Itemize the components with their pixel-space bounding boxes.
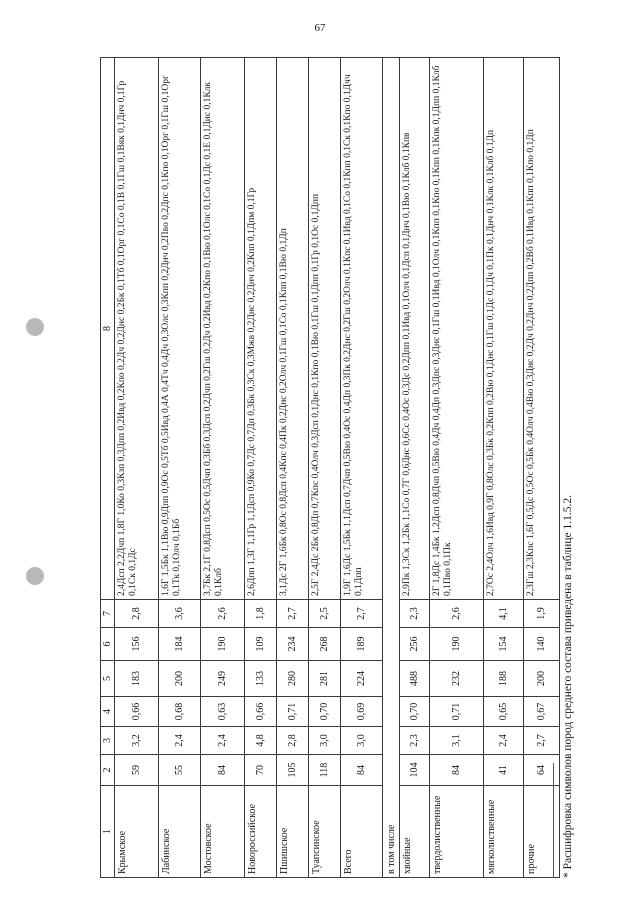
row-name: Пшишское bbox=[277, 786, 309, 878]
cell-c2: 104 bbox=[400, 755, 430, 786]
cell-c6: 190 bbox=[201, 628, 245, 661]
cell-c5: 133 bbox=[245, 661, 277, 697]
cell-c5: 232 bbox=[430, 661, 484, 697]
cell-c6: 189 bbox=[341, 628, 383, 661]
cell-c2: 41 bbox=[484, 755, 524, 786]
cell-c7: 2,8 bbox=[115, 600, 159, 628]
cell-composition: 2,3Гш 2,3Кпс 1,6Г 0,5Дс 0,5Ос 0,5Бк 0,4Олч 0,4Вю 0,3Днс 0,2Дч 0,2Днч 0,2Дпп 0,2Вб 0,1Ивд 0,1Кпп 0,1Кпо 0,1Дп bbox=[524, 58, 560, 600]
subheader-row bbox=[383, 58, 400, 878]
footnote-rule bbox=[553, 763, 554, 878]
cell-c3: 2,8 bbox=[277, 727, 309, 755]
cell-c4: 0,66 bbox=[245, 697, 277, 727]
punch-hole-top bbox=[26, 318, 44, 336]
col-header: 8 bbox=[101, 58, 115, 600]
page-number: 67 bbox=[314, 22, 326, 34]
cell-c3: 4,8 bbox=[245, 727, 277, 755]
cell-c3: 3,2 bbox=[115, 727, 159, 755]
cell-c6: 184 bbox=[159, 628, 201, 661]
cell-c7: 2,6 bbox=[430, 600, 484, 628]
cell-c7: 2,6 bbox=[201, 600, 245, 628]
row-name: Новороссийское bbox=[245, 786, 277, 878]
cell-c2: 118 bbox=[309, 755, 341, 786]
cell-c7: 1,9 bbox=[524, 600, 560, 628]
cell-c7: 1,8 bbox=[245, 600, 277, 628]
col-header: 7 bbox=[101, 600, 115, 628]
cell-c5: 281 bbox=[309, 661, 341, 697]
cell-c2: 84 bbox=[430, 755, 484, 786]
cell-c4: 0,70 bbox=[400, 697, 430, 727]
cell-c6: 234 bbox=[277, 628, 309, 661]
cell-c3: 2,7 bbox=[524, 727, 560, 755]
col-header: 6 bbox=[101, 628, 115, 661]
cell-c4: 0,70 bbox=[309, 697, 341, 727]
cell-c6: 256 bbox=[400, 628, 430, 661]
row-name: хвойные bbox=[400, 786, 430, 878]
col-header: 3 bbox=[101, 727, 115, 755]
cell-c7: 2,3 bbox=[400, 600, 430, 628]
cell-c4: 0,66 bbox=[115, 697, 159, 727]
cell-c5: 188 bbox=[484, 661, 524, 697]
cell-c4: 0,69 bbox=[341, 697, 383, 727]
table-row-total bbox=[341, 58, 383, 878]
cell-composition: 2,7Ос 2,4Олч 1,6Ивд 0,9Г 0,8Олс 0,3Бк 0,2Кпп 0,2Вю 0,1Днс 0,1Гш 0,1Дс 0,1Дч 0,1Пк 0,1Днч 0,1Клк 0,1Клб 0,1Дп bbox=[484, 58, 524, 600]
cell-composition: 2Г 1,8Дс 1,4Бк 1,2Дсп 0,8Дчп 0,5Вю 0,4Дч 0,4Дп 0,3Дпс 0,3Днс 0,1Гш 0,1Ивд 0,1Олч 0,1Кпп 0,1Кпо 0,1Кпп 0,1Кпк 0,1Дпп 0,1Клб 0,1Пво 0,1Пк bbox=[430, 58, 484, 600]
row-name: Всего bbox=[341, 786, 383, 878]
species-composition-table bbox=[100, 57, 560, 878]
cell-c6: 140 bbox=[524, 628, 560, 661]
header-row bbox=[101, 58, 115, 878]
table-row bbox=[400, 58, 430, 878]
cell-c3: 2,4 bbox=[159, 727, 201, 755]
footnote: * Расшифровка символов пород среднего состава приведена в таблице 1.1.5.2. bbox=[562, 495, 574, 878]
col-header: 2 bbox=[101, 755, 115, 786]
table-row bbox=[524, 58, 560, 878]
cell-c6: 156 bbox=[115, 628, 159, 661]
row-name: твердолиственные bbox=[430, 786, 484, 878]
cell-c7: 2,5 bbox=[309, 600, 341, 628]
cell-c5: 488 bbox=[400, 661, 430, 697]
cell-c2: 70 bbox=[245, 755, 277, 786]
cell-c2: 59 bbox=[115, 755, 159, 786]
punch-hole-bottom bbox=[26, 567, 44, 585]
table-row bbox=[245, 58, 277, 878]
cell-c4: 0,63 bbox=[201, 697, 245, 727]
cell-composition: 2,4Дсп 2,2Дчп 1,8Г 1,0Ко 0,3Кзп 0,3Дпп 0,2Ивд 0,2Кпо 0,2Дч 0,2Днс 0,2Бк 0,1Тб 0,1Орг 0,1Со 0,1В 0,1Гш 0,1Вяк 0,1Днч 0,1Гр 0,1Ск 0,1Дс bbox=[115, 58, 159, 600]
table-row bbox=[430, 58, 484, 878]
cell-c7: 2,7 bbox=[277, 600, 309, 628]
cell-c3: 3,0 bbox=[309, 727, 341, 755]
cell-composition: 2,6Дпп 1,3Г 1,1Гр 1,1Дсп 0,9Ко 0,7Дс 0,7Дп 0,3Бк 0,3Ск 0,3Мжв 0,2Днс 0,2Днч 0,2Кпп 0,1Дпм 0,1Гр bbox=[245, 58, 277, 600]
table-row bbox=[309, 58, 341, 878]
cell-c5: 224 bbox=[341, 661, 383, 697]
cell-c2: 105 bbox=[277, 755, 309, 786]
table-row bbox=[159, 58, 201, 878]
cell-c5: 249 bbox=[201, 661, 245, 697]
cell-c5: 200 bbox=[159, 661, 201, 697]
cell-c3: 2,4 bbox=[484, 727, 524, 755]
cell-c4: 0,67 bbox=[524, 697, 560, 727]
cell-c5: 280 bbox=[277, 661, 309, 697]
cell-c2: 84 bbox=[201, 755, 245, 786]
cell-composition: 3,1Дс 2Г 1,6Бк 0,8Ос 0,8Дсп 0,4Кпс 0,4Пк 0,2Днс 0,2Олч 0,1Гш 0,1Со 0,1Кпп 0,1Вю 0,1Дп bbox=[277, 58, 309, 600]
cell-composition: 2,9Пк 1,3Ск 1,2Бк 1,1Со 0,7Г 0,6Днс 0,6Сс 0,4Ос 0,3Дс 0,2Дпп 0,1Ивд 0,1Олч 0,1Дсп 0,1Днч 0,1Вю 0,1Клб 0,1Кпв bbox=[400, 58, 430, 600]
cell-composition: 1,9Г 1,6Дс 1,5Бк 1,1Дсп 0,7Дчп 0,5Вю 0,4Ос 0,4Дп 0,3Пк 0,2Днс 0,2Гш 0,2Олч 0,1Кпс 0,1Ивд 0,1Со 0,1Кпп 0,1Ск 0,1Кпо 0,1Дчч 0,1Дпп bbox=[341, 58, 383, 600]
cell-composition: 2,5Г 2,4Дс 2Бк 0,8Дп 0,7Кпс 0,4Олч 0,3Дсп 0,1Днс 0,1Кпо 0,1Вю 0,1Гш 0,1Дпп 0,1Гр 0,1Ос 0,1Дпп bbox=[309, 58, 341, 600]
col-header: 5 bbox=[101, 661, 115, 697]
cell-c6: 268 bbox=[309, 628, 341, 661]
cell-c6: 154 bbox=[484, 628, 524, 661]
cell-c3: 3,0 bbox=[341, 727, 383, 755]
table-row bbox=[484, 58, 524, 878]
cell-c3: 3,1 bbox=[430, 727, 484, 755]
cell-c7: 3,6 bbox=[159, 600, 201, 628]
row-name: Лабинское bbox=[159, 786, 201, 878]
cell-c6: 190 bbox=[430, 628, 484, 661]
cell-c4: 0,65 bbox=[484, 697, 524, 727]
row-name: Туапсинское bbox=[309, 786, 341, 878]
table-row bbox=[277, 58, 309, 878]
cell-c3: 2,4 bbox=[201, 727, 245, 755]
row-name: Крымское bbox=[115, 786, 159, 878]
table-row bbox=[115, 58, 159, 878]
cell-composition: 3,7Бк 2,1Г 0,8Дсп 0,5Ос 0,5Дчп 0,3Бб 0,3Дсп 0,2Дчп 0,2Гш 0,2Дч 0,2Ивд 0,2Кпо 0,1Вю 0,1Олс 0,1Со 0,1Дс 0,1Е 0,1Дис 0,1Клк 0,1Клб bbox=[201, 58, 245, 600]
cell-c5: 200 bbox=[524, 661, 560, 697]
cell-c2: 64 bbox=[524, 755, 560, 786]
row-name: Мостовское bbox=[201, 786, 245, 878]
rotated-content bbox=[100, 58, 587, 878]
cell-c4: 0,71 bbox=[277, 697, 309, 727]
cell-c5: 183 bbox=[115, 661, 159, 697]
col-header: 1 bbox=[101, 786, 115, 878]
cell-composition: 1,6Г 1,5Бк 1,1Вю 0,9Дпп 0,9Ос 0,5Тб 0,5Ивд 0,4А 0,4Тч 0,4Дч 0,3Олс 0,3Кпп 0,2Днч 0,2Пво 0,2Дпс 0,1Кпо 0,1Орг 0,1Гш 0,1Орг 0,1Тк 0,1Олч 0,1Бб bbox=[159, 58, 201, 600]
cell-c4: 0,71 bbox=[430, 697, 484, 727]
cell-c7: 4,1 bbox=[484, 600, 524, 628]
row-name: мягколиственные bbox=[484, 786, 524, 878]
cell-c2: 84 bbox=[341, 755, 383, 786]
cell-c2: 55 bbox=[159, 755, 201, 786]
subheader-label: в том числе bbox=[383, 786, 400, 878]
cell-c3: 2,3 bbox=[400, 727, 430, 755]
row-name: прочие bbox=[524, 786, 560, 878]
cell-c6: 109 bbox=[245, 628, 277, 661]
col-header: 4 bbox=[101, 697, 115, 727]
cell-c7: 2,7 bbox=[341, 600, 383, 628]
table-row bbox=[201, 58, 245, 878]
cell-c4: 0,68 bbox=[159, 697, 201, 727]
